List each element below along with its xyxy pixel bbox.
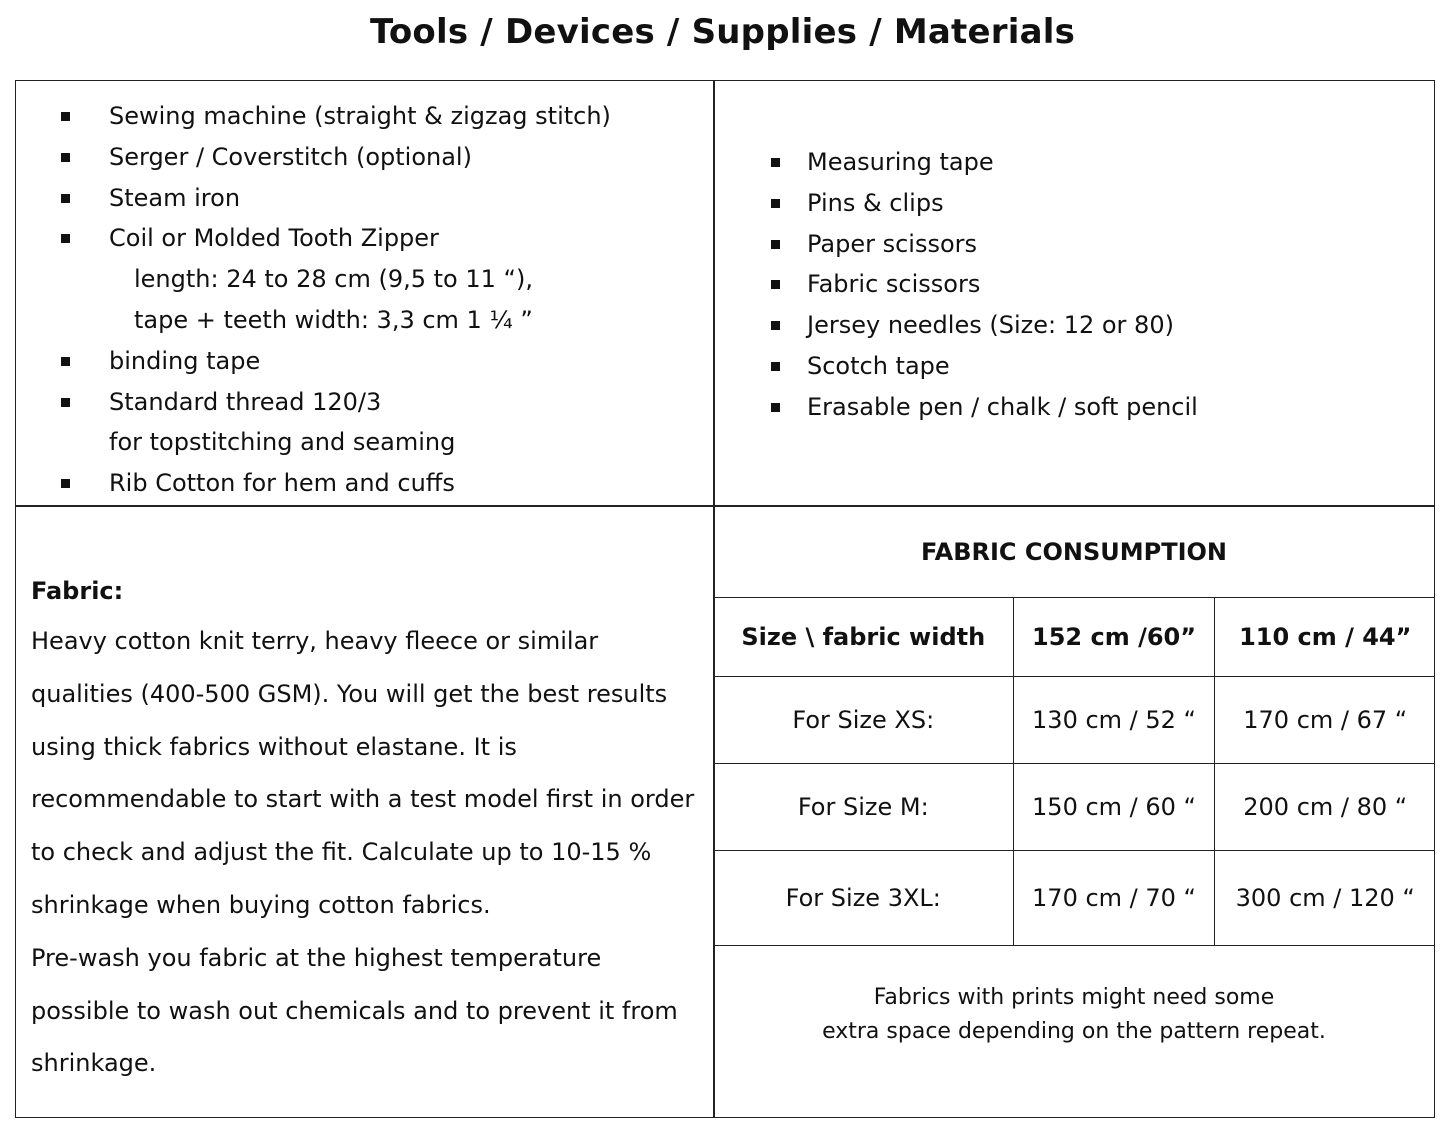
list-item: Sewing machine (straight & zigzag stitch) [61, 96, 611, 137]
bullet-icon [61, 153, 70, 162]
bullet-icon [771, 280, 780, 289]
tools-list-left [61, 96, 611, 504]
bullet-icon [61, 112, 70, 121]
table-row [714, 764, 1435, 851]
list-item: Measuring tape [771, 142, 1198, 183]
list-item: Scotch tape [771, 346, 1198, 387]
table-cell: For Size 3XL: [714, 851, 1013, 946]
bullet-icon [61, 398, 70, 407]
print-repeat-note: Fabrics with prints might need some extra space depending on the pattern repeat. [822, 985, 1326, 1044]
list-item: Jersey needles (Size: 12 or 80) [771, 305, 1198, 346]
list-item: Steam iron [61, 178, 611, 219]
bullet-icon [61, 234, 70, 243]
fabric-section [31, 573, 701, 1090]
list-item: Erasable pen / chalk / soft pencil [771, 387, 1198, 428]
table-cell: 130 cm / 52 “ [1013, 677, 1215, 764]
zipper-length: length: 24 to 28 cm (9,5 to 11 “), [134, 265, 533, 294]
column-header: 110 cm / 44” [1215, 598, 1435, 677]
table-row [714, 677, 1435, 764]
page-title: Tools / Devices / Supplies / Materials [369, 12, 1076, 52]
fabric-heading: Fabric: [31, 577, 124, 605]
thread-usage: for topstitching and seaming [109, 428, 456, 457]
list-item: Pins & clips [771, 183, 1198, 224]
bullet-icon [771, 403, 780, 412]
bullet-icon [61, 194, 70, 203]
table-row [714, 851, 1435, 946]
column-header: 152 cm /60” [1013, 598, 1215, 677]
fabric-description: Heavy cotton knit terry, heavy fleece or similar qualities (400-500 GSM). You will get the best results using thick fabrics without elastane. It is recommendable to start with a test model first in order to check and adjust the fit. Calculate up to 10-15 % shrinkage when buying cotton fabrics. [31, 627, 695, 919]
list-item: Serger / Coverstitch (optional) [61, 137, 611, 178]
tools-list-right [771, 142, 1198, 428]
column-header: Size \ fabric width [714, 598, 1013, 677]
zipper-width: tape + teeth width: 3,3 cm 1 ¼ ” [134, 305, 533, 334]
list-item: Coil or Molded Tooth Zipper length: 24 to 28 cm (9,5 to 11 “), tape + teeth width: 3,3 cm 1 ¼ ” [61, 218, 611, 340]
bullet-icon [61, 479, 70, 488]
fabric-consumption-table [714, 597, 1435, 946]
table-cell: 150 cm / 60 “ [1013, 764, 1215, 851]
materials-grid [15, 80, 1435, 1118]
table-cell: 200 cm / 80 “ [1215, 764, 1435, 851]
bullet-icon [771, 362, 780, 371]
table-cell: 170 cm / 70 “ [1013, 851, 1215, 946]
list-item: binding tape [61, 341, 611, 382]
bullet-icon [771, 321, 780, 330]
list-item: Fabric scissors [771, 264, 1198, 305]
prewash-note: Pre-wash you fabric at the highest temperature possible to wash out chemicals and to prevent it from shrinkage. [31, 943, 678, 1078]
table-cell: For Size XS: [714, 677, 1013, 764]
list-item: Paper scissors [771, 224, 1198, 265]
bullet-icon [771, 199, 780, 208]
bullet-icon [61, 357, 70, 366]
list-item: Standard thread 120/3 for topstitching and seaming [61, 382, 611, 464]
table-cell: 170 cm / 67 “ [1215, 677, 1435, 764]
bullet-icon [771, 240, 780, 249]
table-cell: For Size M: [714, 764, 1013, 851]
table-cell: 300 cm / 120 “ [1215, 851, 1435, 946]
table-header-row [714, 598, 1435, 677]
bullet-icon [771, 158, 780, 167]
fabric-consumption-title: FABRIC CONSUMPTION [714, 506, 1434, 598]
list-item: Rib Cotton for hem and cuffs [61, 463, 611, 504]
